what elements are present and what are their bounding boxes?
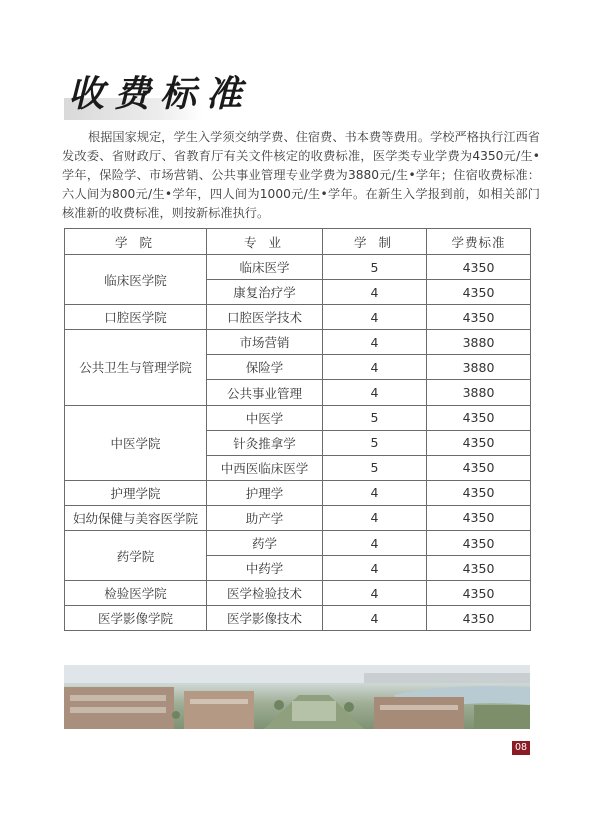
major-cell: 保险学 [207,355,323,380]
tuition-cell: 4350 [427,255,531,280]
college-cell: 医学影像学院 [65,606,207,631]
tuition-cell: 3880 [427,380,531,405]
tuition-cell: 4350 [427,430,531,455]
table-row [65,255,531,280]
major-cell: 医学检验技术 [207,581,323,606]
duration-cell: 4 [323,581,427,606]
table-row [65,581,531,606]
major-cell: 助产学 [207,505,323,530]
major-cell: 公共事业管理 [207,380,323,405]
duration-cell: 4 [323,305,427,330]
table-row [65,480,531,505]
duration-cell: 4 [323,330,427,355]
duration-cell: 4 [323,380,427,405]
tuition-cell: 4350 [427,280,531,305]
major-cell: 中药学 [207,556,323,581]
major-cell: 中西医临床医学 [207,455,323,480]
tuition-cell: 4350 [427,531,531,556]
fee-table-header-row [65,229,531,255]
major-cell: 中医学 [207,405,323,430]
duration-cell: 4 [323,355,427,380]
tuition-cell: 4350 [427,556,531,581]
duration-cell: 5 [323,255,427,280]
tuition-cell: 4350 [427,606,531,631]
duration-cell: 4 [323,480,427,505]
page-number: 08 [512,741,530,755]
tuition-cell: 4350 [427,480,531,505]
table-row [65,505,531,530]
table-row [65,305,531,330]
fee-table [64,228,531,631]
table-row [65,531,531,556]
college-cell: 检验医学院 [65,581,207,606]
college-cell: 护理学院 [65,480,207,505]
major-cell: 针灸推拿学 [207,430,323,455]
campus-aerial-photo [64,665,530,729]
tuition-cell: 4350 [427,405,531,430]
header-duration: 学 制 [323,229,427,255]
table-row [65,405,531,430]
tuition-cell: 4350 [427,305,531,330]
college-cell: 妇幼保健与美容医学院 [65,505,207,530]
intro-paragraph: 根据国家规定，学生入学须交纳学费、住宿费、书本费等费用。学校严格执行江西省发改委、省财政厅、省教育厅有关文件核定的收费标准，医学类专业学费为4350元/生•学年，保险学、市场营销、公共事业管理专业学费为3880元/生•学年；住宿收费标准：六人间为800元/生•学年，四人间为1000元/生•学年。在新生入学报到前，如相关部门核准新的收费标准，则按新标准执行。 [62,130,540,220]
header-major: 专 业 [207,229,323,255]
duration-cell: 5 [323,455,427,480]
college-cell: 临床医学院 [65,255,207,305]
major-cell: 护理学 [207,480,323,505]
college-cell: 中医学院 [65,405,207,480]
duration-cell: 5 [323,405,427,430]
duration-cell: 4 [323,280,427,305]
major-cell: 临床医学 [207,255,323,280]
duration-cell: 4 [323,505,427,530]
college-cell: 公共卫生与管理学院 [65,330,207,405]
duration-cell: 4 [323,606,427,631]
header-college: 学 院 [65,229,207,255]
major-cell: 医学影像技术 [207,606,323,631]
table-row [65,330,531,355]
college-cell: 药学院 [65,531,207,581]
duration-cell: 5 [323,430,427,455]
campus-photo-illustration [64,665,530,729]
table-row [65,606,531,631]
college-cell: 口腔医学院 [65,305,207,330]
tuition-cell: 4350 [427,455,531,480]
major-cell: 康复治疗学 [207,280,323,305]
major-cell: 药学 [207,531,323,556]
duration-cell: 4 [323,556,427,581]
tuition-cell: 4350 [427,581,531,606]
tuition-cell: 4350 [427,505,531,530]
tuition-cell: 3880 [427,330,531,355]
page-heading: 收费标准 [68,73,253,115]
major-cell: 口腔医学技术 [207,305,323,330]
major-cell: 市场营销 [207,330,323,355]
header-tuition: 学费标准 [427,229,531,255]
tuition-cell: 3880 [427,355,531,380]
duration-cell: 4 [323,531,427,556]
